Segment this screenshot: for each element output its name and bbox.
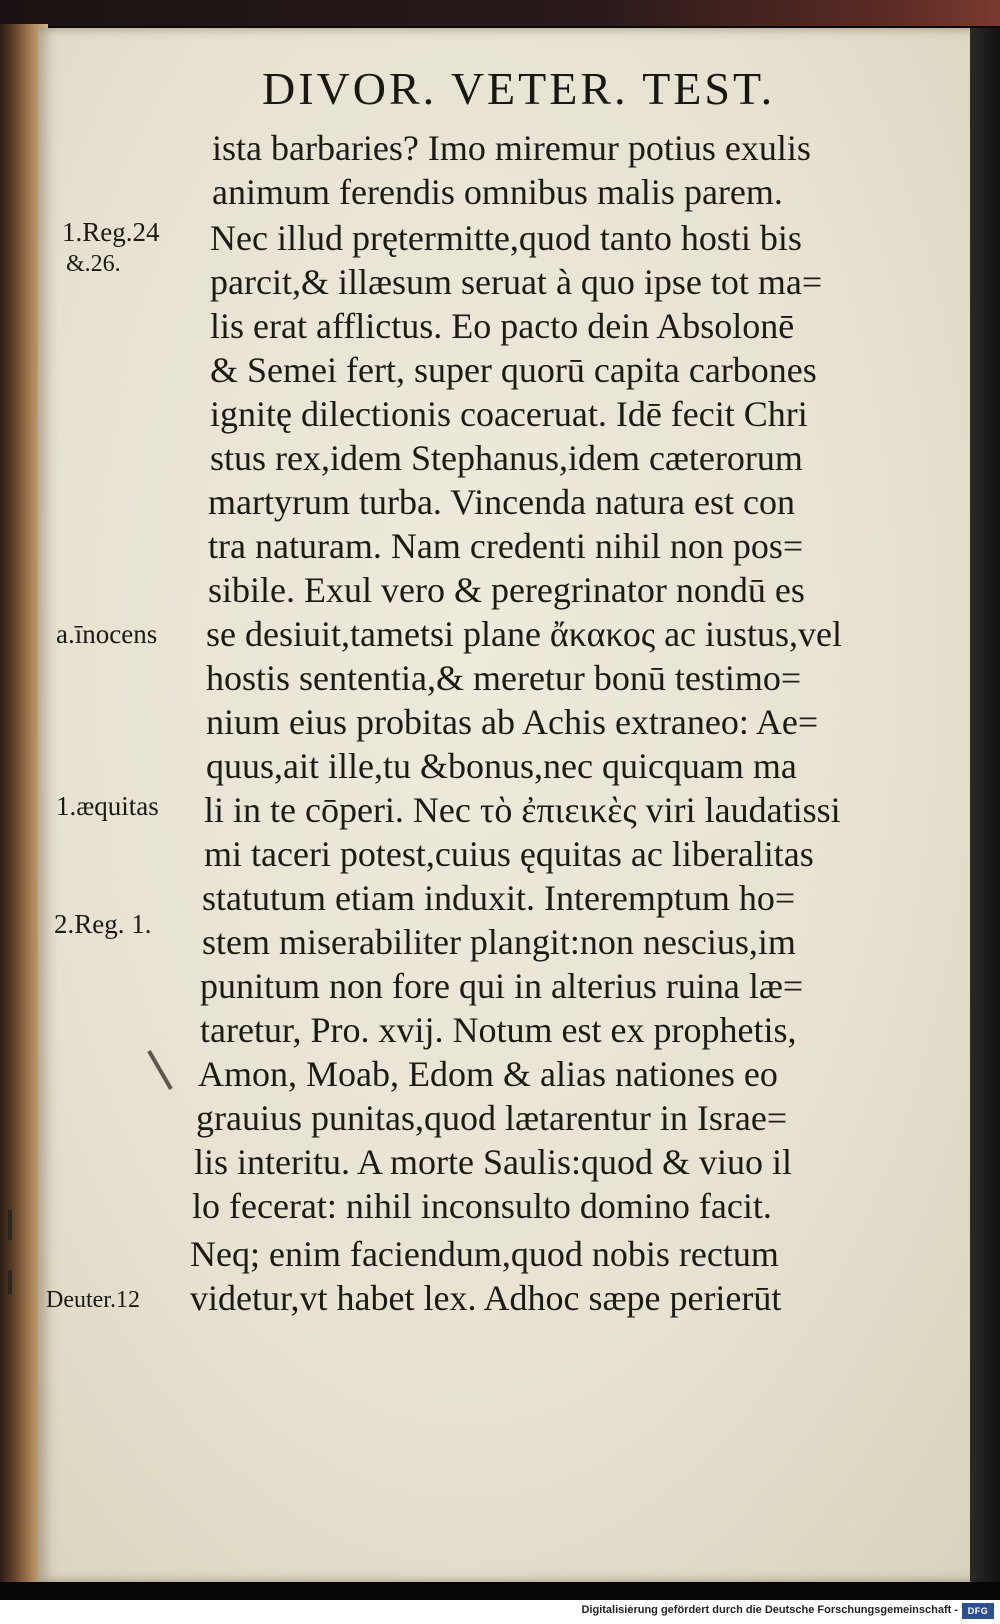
margin-note: Deuter.12: [46, 1287, 140, 1313]
text-line: Amon, Moab, Edom & alias nationes eo: [198, 1054, 778, 1094]
dfg-logo: DFG: [962, 1603, 994, 1619]
text-line: martyrum turba. Vincenda natura est con: [208, 482, 795, 522]
bottom-edge: [0, 1582, 1000, 1602]
text-line: Neq; enim faciendum,quod nobis rectum: [190, 1234, 779, 1274]
margin-note: 2.Reg. 1.: [54, 909, 152, 939]
top-binding-edge: [0, 0, 1000, 26]
text-line: sibile. Exul vero & peregrinator nondū es: [208, 570, 805, 610]
right-page-edge: [970, 28, 1000, 1582]
running-head: DIVOR. VETER. TEST.: [262, 63, 776, 114]
text-line: taretur, Pro. xvij. Notum est ex prophetis,: [200, 1010, 797, 1050]
text-line: grauius punitas,quod lætarentur in Israe=: [196, 1098, 788, 1138]
margin-note: 1.æquitas: [56, 791, 159, 821]
text-line: & Semei fert, super quorū capita carbones: [210, 350, 817, 390]
text-line: animum ferendis omnibus malis parem.: [212, 172, 783, 212]
text-line: stus rex,idem Stephanus,idem cæterorum: [210, 438, 803, 478]
footer-bar: [0, 1600, 1000, 1624]
margin-note: &.26.: [66, 251, 121, 277]
text-line: se desiuit,tametsi plane ἄκακος ac iustus,vel: [206, 614, 843, 654]
text-line: Nec illud prętermitte,quod tanto hosti bis: [210, 218, 802, 258]
edge-mark: [8, 1210, 12, 1240]
text-line: statutum etiam induxit. Interemptum ho=: [202, 878, 796, 918]
text-line: quus,ait ille,tu &bonus,nec quicquam ma: [206, 746, 797, 786]
text-line: lis erat afflictus. Eo pacto dein Absolonē: [210, 306, 795, 346]
text-line: mi taceri potest,cuius ęquitas ac liberalitas: [204, 834, 814, 874]
text-line: parcit,& illæsum seruat à quo ipse tot ma=: [210, 262, 823, 302]
margin-note: a.īnocens: [56, 619, 158, 649]
text-line: punitum non fore qui in alterius ruina læ=: [200, 966, 804, 1006]
text-line: ignitę dilectionis coaceruat. Idē fecit Chri: [210, 394, 808, 434]
text-line: stem miserabiliter plangit:non nescius,im: [202, 922, 796, 962]
text-line: lis interitu. A morte Saulis:quod & viuo il: [194, 1142, 793, 1182]
text-line: nium eius probitas ab Achis extraneo: Ae=: [206, 702, 819, 742]
text-line: lo fecerat: nihil inconsulto domino facit.: [192, 1186, 772, 1226]
edge-mark: [8, 1270, 12, 1294]
text-line: ista barbaries? Imo miremur potius exulis: [212, 128, 811, 168]
text-line: li in te cōperi. Nec τὸ ἐπιεικὲς viri laudatissi: [204, 790, 841, 830]
margin-note: 1.Reg.24: [62, 217, 160, 247]
text-line: hostis sententia,& meretur bonū testimo=: [206, 658, 802, 698]
text-line: tra naturam. Nam credenti nihil non pos=: [208, 526, 804, 566]
text-line: videtur,vt habet lex. Adhoc sæpe perierūt: [190, 1278, 782, 1318]
funding-credit: Digitalisierung gefördert durch die Deutsche Forschungsgemeinschaft -: [581, 1604, 958, 1616]
